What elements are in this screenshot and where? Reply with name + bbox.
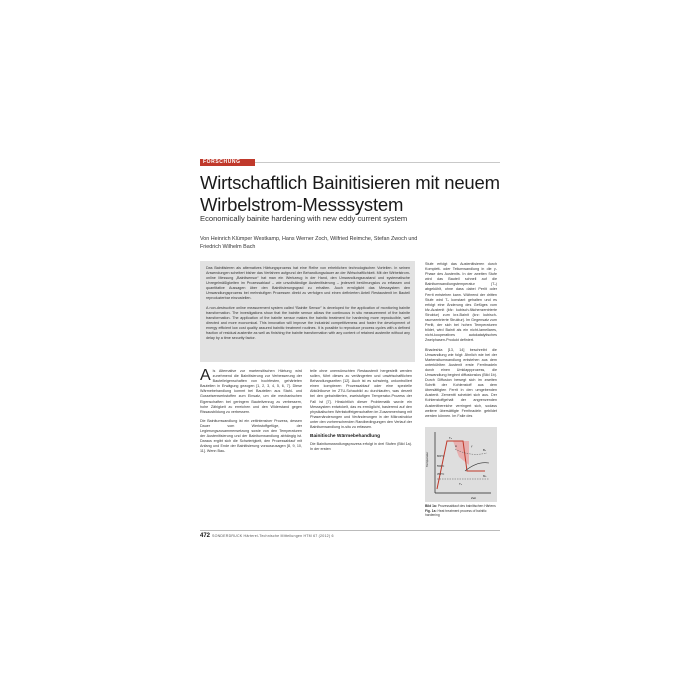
figure-caption <box>425 504 500 518</box>
left-paragraph-1-text: ls Alternative zur martensitischen Härtung wird zunehmend die Bainitisierung zur Verbesserung der Bauteileigenschaften von hochfesten, gehärteten Bauteilen in Erwägung gezogen [1, 2, 3, 4, 5, 6, 7]. Diese Wärmebehandlung kommt bei Bauteilen aus Stahl- und Gusseisenwerkstoffen zum Einsatz, um die mechanischen Eigenschaften bei geringem Bauteilverzug zu verbessern, hohe Zähigkeit zu erreichen und den Widerstand gegen Rissausbildung zu verbessern. <box>200 369 302 414</box>
text-column-right <box>425 262 497 423</box>
mid-paragraph-2: Die Bainitumwandlungsprozess erfolgt in drei Stufen (Bild 1a). In der ersten <box>310 442 412 452</box>
text-column-left <box>200 369 302 459</box>
figure-1a <box>425 427 497 502</box>
caption-en-label: Fig. 1a: <box>425 508 437 513</box>
article-title: Wirtschaftlich Bainitisieren mit neuem Wirbelstrom-Messsystem <box>200 172 500 215</box>
left-paragraph-1 <box>200 369 302 415</box>
abstract-english: A non-destructive online measurement system called “Bainite Sensor” is developed for the application of monitoring bainite transformation. The investigations show that the bainite sensor allows the continuous in situ measurement of the bainite transformation. The application of the bainite sensor makes the bainitic treatment for hardening more reproducible, well directed and more economical. This innovation will improve the industrial competitiveness and foster the development of energy efficient low cost quality assured bainitic treatment routines. It is possible to reproduce process cycles with a defined fraction of residual austenite as well as finishing the bainite transformation with any content of retained austenite without any delay by a time security factor. <box>206 306 410 340</box>
process-diagram <box>425 427 497 502</box>
label-ta: Tₐ <box>449 436 452 440</box>
mid-paragraph-1: teile ohne unerwünschten Restaustenit hergestellt werden sollen, führt dieses zu verlängerten und unwirtschaftlichen Behandlungszeiten [12]. Auch ist es schwierig, unkontrolliert einen komplexen Prozessablauf oder eine spezielle Abkühlkurve im ZTU-Schaubild zu durchlaufen, was derzeit bei den gebainitierten, zweistufigen Temperatur-Prozess der Fall ist [7]. Hinsichtlich dieser Problematik wurde ein Messsystem entwickelt, das es ermöglicht, basierend auf den physikalischen Werkstoffeigenschaften im Zusammenhang mit Phasenänderungen und Veränderungen in der Mikrostruktur unter den vorherrschenden Randbedingungen den Verlauf der Bainitumwandlung in-situ zu erfassen. <box>310 369 412 430</box>
label-a: A <box>455 444 457 448</box>
abstract-box <box>200 261 415 362</box>
page-number: 472 <box>200 533 211 539</box>
label-350: 350°C <box>437 473 445 476</box>
header-rule <box>255 162 500 163</box>
right-paragraph-2: Bhadeshia [13, 14] beschreibt die Umwandlung wie folgt: Ähnlich wie bei der Martensitumwandlung entstehen aus dem unterkühlten Austenit erste Ferritnadeln durch einen Umklappprozess, die Umwandlung beginnt diffusionslos (Bild 1b). Durch Diffusion bewegt sich im zweiten Schritt der Kohlenstoff aus dem übersättigten Ferrit in den umgebenden Austenit. Zementit scheidet sich aus. Der Kohlenstoffgehalt der angrenzenden Austenitbereiche verringert sich, sodass weitere übersättigte Ferritnadeln gebildet werden können. Im Falle des <box>425 347 497 418</box>
label-800: 800°C <box>437 455 445 458</box>
x-axis-label: Zeit <box>471 496 477 500</box>
caption-de-label: Bild 1a: <box>425 504 437 508</box>
label-gamma: γ <box>471 444 473 448</box>
drop-cap: A <box>200 367 211 384</box>
right-paragraph-1: Stufe erfolgt das Austenitisieren durch Komplett- oder Teilumwandlung in die γ-Phase des Austenits. In der zweiten Stufe wird das Bauteil schnell auf die Bainitumwandlungstemperatur (Tᵤ) abgekühlt, ohne dass dabei Perlit oder Ferrit entstehen kann. Während der dritten Stufe wird Tᵤ konstant gehalten und es erfolgt eine Änderung des Gefüges vom kfz-Austenit (kfz: kubisch-flächenzentrierte Struktur) zum krz-Bainit (krz: kubisch-raumzentrierte Struktur). Im Gegensatz zum Perlit, der sich bei hohen Temperaturen bildet, wird Bainit als ein nicht-lamellares, nicht-kooperatives autokatalytisches Zweiphasen-Produkt definiert. <box>425 262 497 343</box>
label-bs: Bₛ <box>483 448 486 452</box>
label-ms: Mₛ <box>483 474 487 478</box>
journal-footer: SONDERDRUCK Härterei-Technische Mitteilungen HTM 67 (2012) 6 <box>212 534 334 538</box>
label-550: 550°C <box>437 465 445 468</box>
caption-de-text: Prozessablauf des bainitischen Härtens <box>437 504 496 508</box>
article-authors: Von Heinrich Klümper Westkamp, Hans Werner Zoch, Wilfried Reimche, Stefan Zwoch und Friedrich Wilhelm Bach <box>200 236 418 250</box>
section-tag: FORSCHUNG <box>200 159 255 166</box>
text-column-middle <box>310 369 412 456</box>
abstract-german: Das Bainitisieren als alternatives Härtungsprozess hat eine Reihe von erheblichen technologischen Vorteilen. In seinen Anwendungen scheitert bisher das Verfahren aufgrund der Behandlungsdauer an der Wirtschaftlichkeit. Mit der Wirbelstrom-online Messung „Bainitsensor“ hat man ein Werkzeug in der Hand, den Umwandlungszustand und systematische Unregelmäßigkeiten im Prozessablauf – wie unvollständige Austenitisierung – jederzeit berührungslos zu erfassen und quantitative Aussagen über den Bainitisierungsgrad zu erhalten. Auch ermöglicht das Messsystem den Umwandlungsprozess bei mehrstufigen Prozessen direkt zu verfolgen und einen definierten Anteil Restaustenit im Bauteil reproduzierbar einzustellen. <box>206 266 410 300</box>
left-paragraph-2: Die Bainitumwandlung ist ein zeitintensiver Prozess, dessen Dauer vom Werkstoffgefüge, der Legierungszusammensetzung sowie von den Temperaturen der Austenitisierung und der Bainitumwandlung abhängig ist. Daraus ergibt sich die Schwierigkeit, den Prozessablauf mit Anfang und Ende der Bainitisierung vorauszusagen [8, 9, 10, 11]. Wenn Bau- <box>200 418 302 454</box>
footer-rule <box>200 530 500 531</box>
section-subheading: Bainitische Wärmebehandlung <box>310 434 381 440</box>
label-tu: Tᵤ <box>459 482 462 486</box>
caption-en <box>425 509 500 518</box>
article-subtitle: Economically bainite hardening with new eddy current system <box>200 214 408 223</box>
caption-en-text: Heat treatment process of bainitic hardening <box>425 508 487 517</box>
y-axis-label: Temperatur <box>425 451 429 467</box>
